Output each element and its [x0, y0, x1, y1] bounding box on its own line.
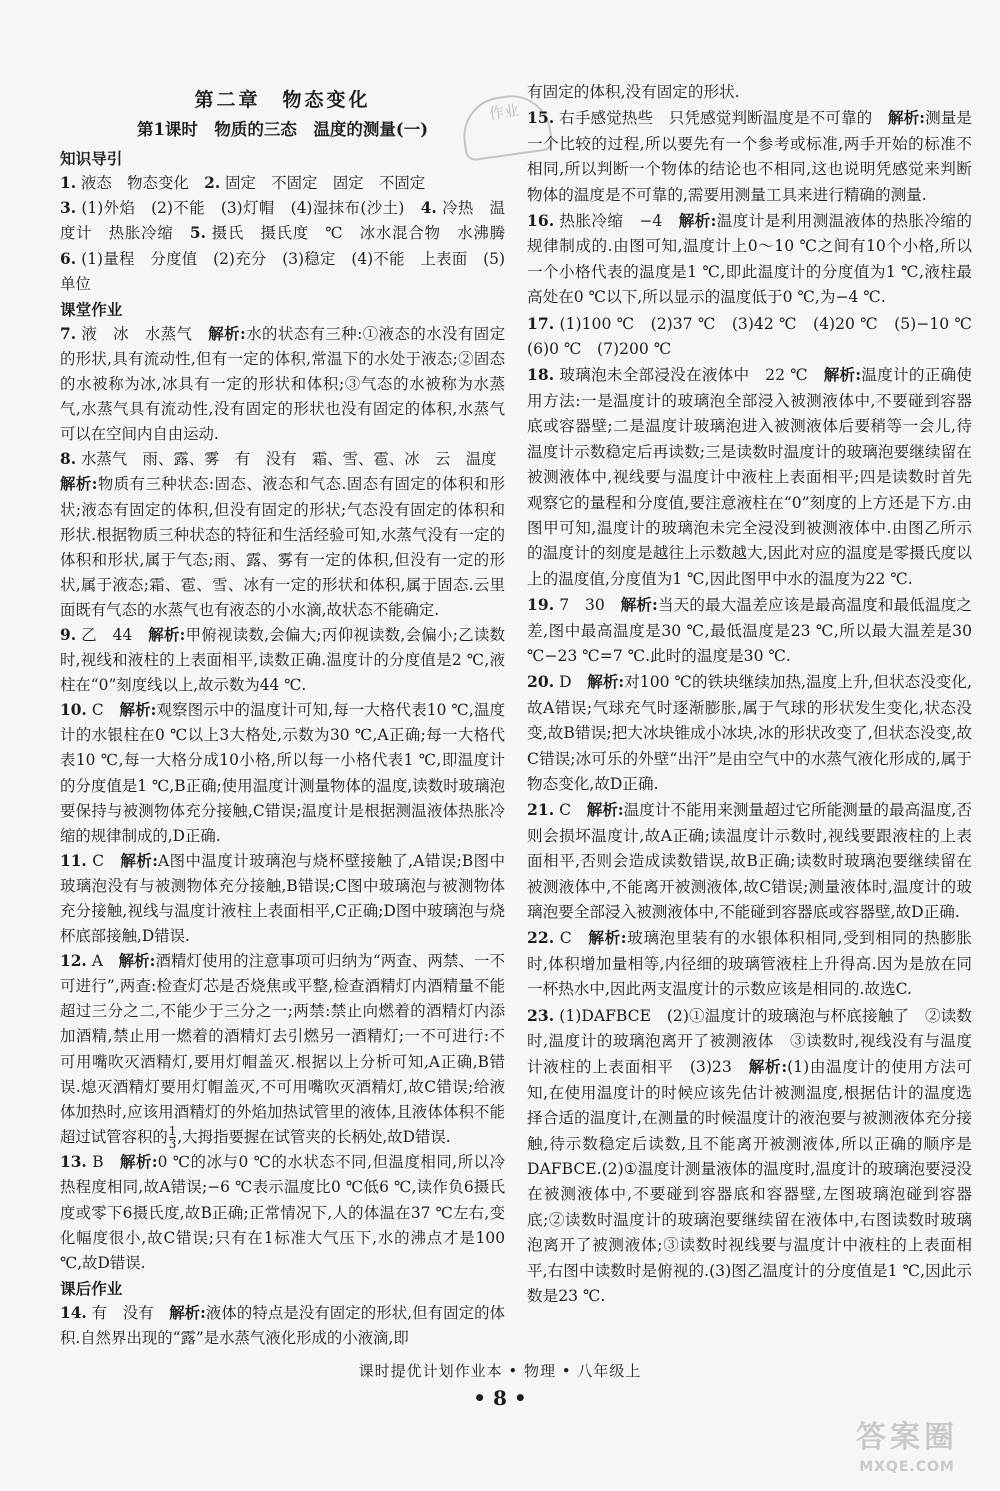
answer-16: 16. 热胀冷缩 −4 解析:温度计是利用测温液体的热胀冷缩的规律制成的.由图可知,温度计上0～10 ℃之间有10个小格,所以一个小格代表的温度是1 ℃,即此温度计的分度值为1 ℃,液柱最高处在0 ℃以下,所以显示的温度低于0 ℃,为−4 ℃. [527, 211, 972, 307]
page-number: • 8 • [473, 1386, 527, 1410]
answer-23: 23. (1)DAFBCE (2)①温度计的玻璃泡与杯底接触了 ②读数时,温度计的玻璃泡离开了被测液体 ③读数时,视线没有与温度计液柱的上表面相平 (3)23 解析:(1)由温度计的使用方法可知,在使用温度计的时候应该先估计被测温度,根据估计的温度选择合适的温度计,在测量的时候温度计的液泡要与被测液体充分接触,待示数稳定后读数,且不能离开被测液体,所以正确的顺序是DAFBCE.(2)①温度计测量液体的温度时,温度计的玻璃泡要浸没在被测液体中,不要碰到容器底和容器壁,左图玻璃泡碰到容器底;②读数时温度计的玻璃泡要继续留在液体中,右图读数时玻璃泡离开了被测液体;③读数时视线要与温度计中液柱的上表面相平,右图中读数时是俯视的.(3)图乙温度计的分度值是1 ℃,因此示数是23 ℃. [527, 1005, 972, 1306]
answer-20: 20. D 解析:对100 ℃的铁块继续加热,温度上升,但状态没变化,故A错误;气球充气时逐渐膨胀,属于气球的形状发生变化,状态没变,故B错误;把大冰块锥成小冰块,冰的形状改变了,但状态没变,故C错误;冰可乐的外壁“出汗”是由空气中的水蒸气液化形成的,属于物态变化,故D正确. [527, 672, 972, 793]
chapter-title: 第二章 物态变化 [194, 89, 371, 111]
answer-9: 9. 乙 44 解析:甲俯视读数,会偏大;丙仰视读数,会偏小;乙读数时,视线和液柱的上表面相平,读数正确.温度计的分度值是2 ℃,液柱在“0”刻度线以上,故示数为44 ℃. [60, 625, 505, 695]
answer-15: 15. 右手感觉热些 只凭感觉判断温度是不可靠的 解析:测量是一个比较的过程,所以要先有一个参考或标准,两手开始的标准不相同,所以判断一个物体的结论也不相同,这也说明凭感觉来判断物体的温度是不可靠的,需要用测量工具来进行精确的测量. [527, 108, 972, 204]
answer-21: 21. C 解析:温度计不能用来测量超过它所能测量的最高温度,否则会损坏温度计,故A正确;读温度计示数时,视线要跟液柱的上表面相平,否则会造成读数错误,故B正确;读数时玻璃泡要继续留在被测液体中,不能离开被测液体,故C错误;测量液体时,温度计的玻璃泡要全部浸入被测液体中,不能碰到容器底或容器壁,故D正确. [527, 800, 972, 921]
answer-8: 8. 水蒸气 雨、露、雾 有 没有 霜、雪、雹、冰 云 温度 解析:物质有三种状态:固态、液态和气态.固态有固定的体积和形状;液态有固定的体积,但没有固定的形状;气态没有固定的体积和形状.根据物质三种状态的特征和生活经验可知,水蒸气没有一定的体积和形状,属于气态;雨、露、雾有一定的体积,但没有一定的形状,属于液态;霜、雹、雪、冰有一定的形状和体积,属于固态.云里面既有气态的水蒸气也有液态的小水滴,故状态不能确定. [60, 450, 506, 619]
site-watermark: 答案圈 MXQE.COM [856, 1420, 958, 1475]
section-guide: 知识导引 [60, 149, 123, 169]
answer-11: 11. C 解析:A图中温度计玻璃泡与烧杯壁接触了,A错误;B图中玻璃泡没有与被测物体充分接触,B错误;C图中玻璃泡与被测物体充分接触,视线与温度计液柱上表面相平,C正确;D图中玻璃泡与烧杯底部接触,D错误. [60, 851, 505, 946]
answer-10: 10. C 解析:观察图示中的温度计可知,每一大格代表10 ℃,温度计的水银柱在0 ℃以上3大格处,示数为30 ℃,A正确;每一大格代表10 ℃,每一大格分成10小格,所以每一小格代表1 ℃,即温度计的分度值是1 ℃,B正确;使用温度计测量物体的温度,读数时玻璃泡要保持与被测物体充分接触,C错误;温度计是根据测温液体热胀冷缩的规律制成的,D正确. [60, 701, 505, 845]
answer-14: 14. 有 没有 解析:液体的特点是没有固定的形状,但有固定的体积.自然界出现的“露”是水蒸气液化形成的小液滴,即 [60, 1303, 505, 1347]
lesson-title: 第1课时 物质的三态 温度的测量(一) [136, 120, 429, 140]
homework-stamp: 作业 [458, 90, 553, 162]
answer-12: 12. A 解析:酒精灯使用的注意事项可归纳为“两查、两禁、一不可进行”,两查:检查灯芯是否烧焦或平整,检查酒精灯内酒精量不能超过三分之二,不能少于三分之一;两禁:禁止向燃着的酒精灯内添加酒精,禁止用一燃着的酒精灯去引燃另一酒精灯;一不可进行:不可用嘴吹灭酒精灯,要用灯帽盖灭.根据以上分析可知,A正确,B错误.熄灭酒精灯要用灯帽盖灭,不可用嘴吹灭酒精灯,故C错误;给液体加热时,应该用酒精灯的外焰加热试管里的液体,且液体体积不能超过试管容积的 $\frac{1}{3}$ ,大拇指要握在试管夹的长柄处,故D错误. [60, 952, 505, 1152]
answer-19: 19. 7 30 解析:当天的最大温差应该是最高温度和最低温度之差,图中最高温度是30 ℃,最低温度是23 ℃,所以最大温差是30 ℃−23 ℃=7 ℃.此时的温度是30 ℃. [527, 595, 972, 665]
answer-18: 18. 玻璃泡未全部浸没在液体中 22 ℃ 解析:温度计的正确使用方法:一是温度计的玻璃泡全部浸入被测液体中,不要碰到容器底或容器壁;二是温度计玻璃泡进入被测液体后要稍等一会儿,待温度计示数稳定后再读数;三是读数时温度计的玻璃泡要继续留在被测液体中,视线要与温度计中液柱上表面相平;四是读数时首先观察它的量程和分度值,要注意液柱在“0”刻度的上方还是下方.由图甲可知,温度计的玻璃泡未完全浸没到被测液体中.由图乙所示的温度计的刻度是越往上示数越大,因此对应的温度是零摄氏度以上的温度值,分度值为1 ℃,因此图甲中水的温度为22 ℃. [527, 365, 972, 588]
answer-17: 17. (1)100 ℃ (2)37 ℃ (3)42 ℃ (4)20 ℃ (5)−10 ℃ (6)0 ℃ (7)200 ℃ [527, 313, 988, 359]
answer-1-2: 1. 液态 物态变化 2. 固定 不固定 固定 不固定 [60, 174, 426, 193]
answer-13: 13. B 解析:0 ℃的冰与0 ℃的水状态不同,但温度相同,所以冷热程度相同,故A错误;−6 ℃表示温度比0 ℃低6 ℃,读作负6摄氏度或零下6摄氏度,故B正确;正常情况下,人的体温在37 ℃左右,变化幅度很小,故C错误;只有在1标准大气压下,水的沸点才是100 ℃,故D错误. [60, 1153, 505, 1272]
left-column [60, 82, 521, 1351]
fraction-one-third: $\frac{1}{3}$ [168, 1124, 177, 1152]
section-after: 课后作业 [60, 1278, 123, 1298]
book-title: 课时提优计划作业本 • 物理 • 八年级上 [358, 1362, 642, 1380]
answer-3-6: 3. (1)外焰 (2)不能 (3)灯帽 (4)湿抹布(沙土) 4. 冷热 温度计 热胀冷缩 5. 摄氏 摄氏度 ℃ 冰水混合物 水沸腾 6. (1)量程 分度值 (2)充分 (3)稳定 (4)不能 上表面 (5)单位 [60, 199, 521, 293]
answer-22: 22. C 解析:玻璃泡里装有的水银体积相同,受到相同的热膨胀时,体积增加量相等,内径细的玻璃管液柱上升得高.因为是放在同一杯热水中,因此两支温度计的示数应该是相同的.故选C. [527, 928, 972, 999]
section-class: 课堂作业 [60, 299, 123, 319]
right-column [527, 80, 988, 1310]
answer-7: 7. 液 冰 水蒸气 解析:水的状态有三种:①液态的水没有固定的形状,具有流动性,但有一定的体积,常温下的水处于液态;②固态的水被称为冰,冰具有一定的形状和体积;③气态的水被称为水蒸气,水蒸气具有流动性,没有固定的形状也没有固定的体积,水蒸气可以在空间内自由运动. [60, 324, 505, 444]
answer-14-continued: 有固定的体积,没有固定的形状. [527, 83, 740, 101]
